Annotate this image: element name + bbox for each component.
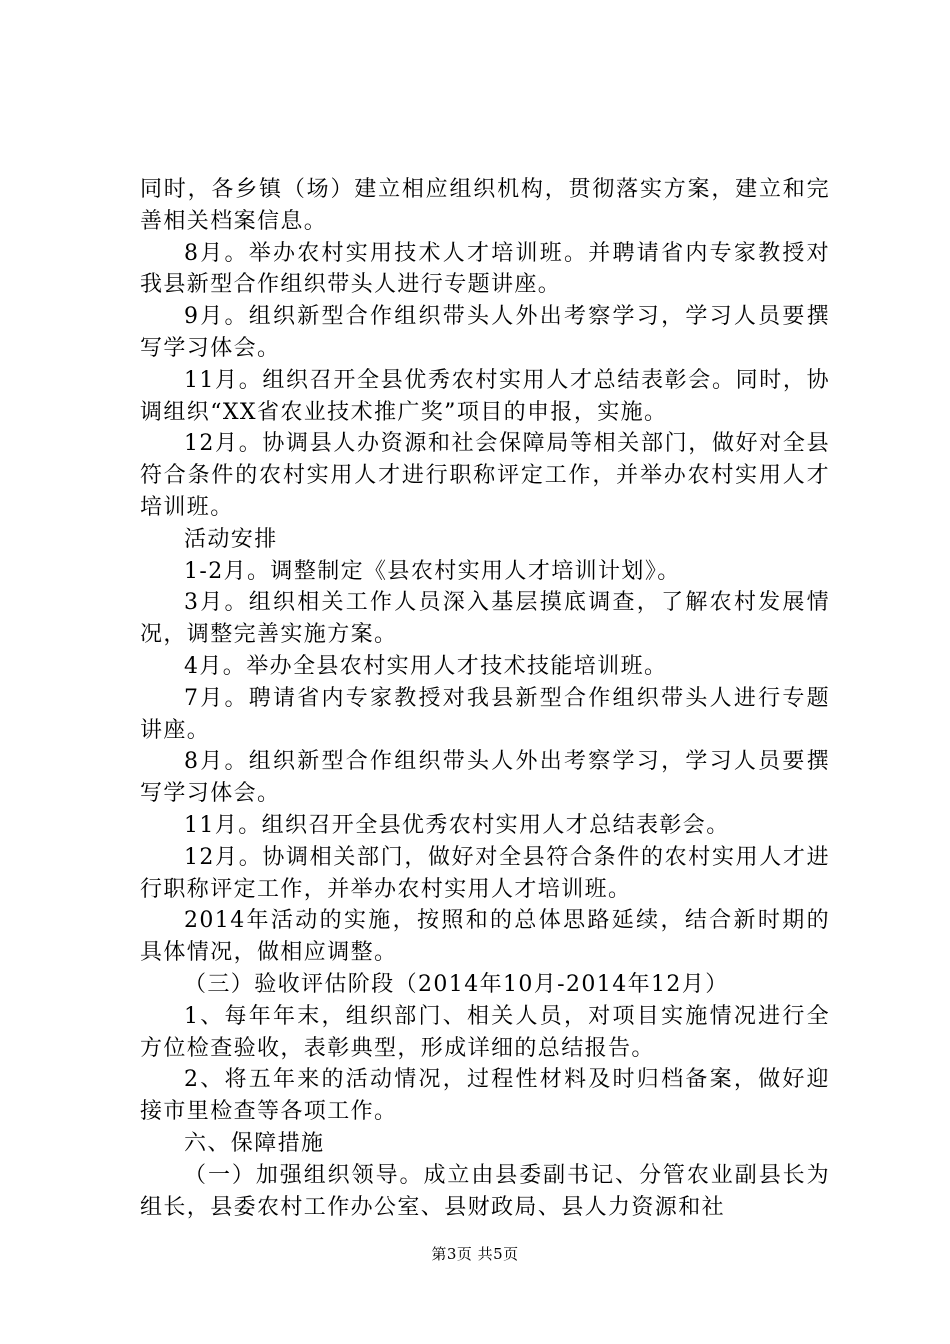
paragraph-1: 8月。举办农村实用技术人才培训班。并聘请省内专家教授对我县新型合作组织带头人进行专题讲座。 bbox=[140, 240, 830, 298]
paragraph-10: 8月。组织新型合作组织带头人外出考察学习，学习人员要撰写学习体会。 bbox=[140, 749, 830, 807]
section-heading-activity-schedule: 活动安排 bbox=[184, 526, 278, 552]
paragraph-6: 1-2月。调整制定《县农村实用人才培训计划》。 bbox=[184, 558, 681, 584]
paragraph-7: 3月。组织相关工作人员深入基层摸底调查，了解农村发展情况，调整完善实施方案。 bbox=[140, 590, 830, 648]
paragraph-11: 11月。组织召开全县优秀农村实用人才总结表彰会。 bbox=[184, 812, 730, 838]
paragraph-2: 9月。组织新型合作组织带头人外出考察学习，学习人员要撰写学习体会。 bbox=[140, 304, 830, 361]
paragraph-13: 2014年活动的实施，按照和的总体思路延续，结合新时期的具体情况，做相应调整。 bbox=[140, 908, 830, 966]
paragraph-8: 4月。举办全县农村实用人才技术技能培训班。 bbox=[184, 653, 668, 679]
paragraph-9: 7月。聘请省内专家教授对我县新型合作组织带头人进行专题讲座。 bbox=[140, 685, 830, 743]
paragraph-16: 2、将五年来的活动情况，过程性材料及时归档备案，做好迎接市里检查等各项工作。 bbox=[140, 1067, 830, 1125]
section-heading-safeguards: 六、保障措施 bbox=[184, 1130, 325, 1156]
section-heading-acceptance: （三）验收评估阶段（2014年10月-2014年12月） bbox=[184, 971, 729, 997]
paragraph-4: 12月。协调县人办资源和社会保障局等相关部门，做好对全县符合条件的农村实用人才进行职称评定工作，并举办农村实用人才培训班。 bbox=[140, 431, 830, 520]
paragraph-12: 12月。协调相关部门，做好对全县符合条件的农村实用人才进行职称评定工作，并举办农村实用人才培训班。 bbox=[140, 844, 830, 902]
paragraph-0: 同时，各乡镇（场）建立相应组织机构，贯彻落实方案，建立和完善相关档案信息。 bbox=[140, 177, 830, 234]
paragraph-18: （一）加强组织领导。成立由县委副书记、分管农业副县长为组长，县委农村工作办公室、县财政局、县人力资源和社 bbox=[140, 1162, 830, 1220]
document-body bbox=[140, 174, 830, 1223]
paragraph-3: 11月。组织召开全县优秀农村实用人才总结表彰会。同时，协调组织“XX省农业技术推广奖”项目的申报，实施。 bbox=[140, 367, 830, 425]
page-number-footer: 第3页 共5页 bbox=[431, 1245, 519, 1263]
paragraph-15: 1、每年年末，组织部门、相关人员，对项目实施情况进行全方位检查验收，表彰典型，形成详细的总结报告。 bbox=[140, 1003, 830, 1061]
